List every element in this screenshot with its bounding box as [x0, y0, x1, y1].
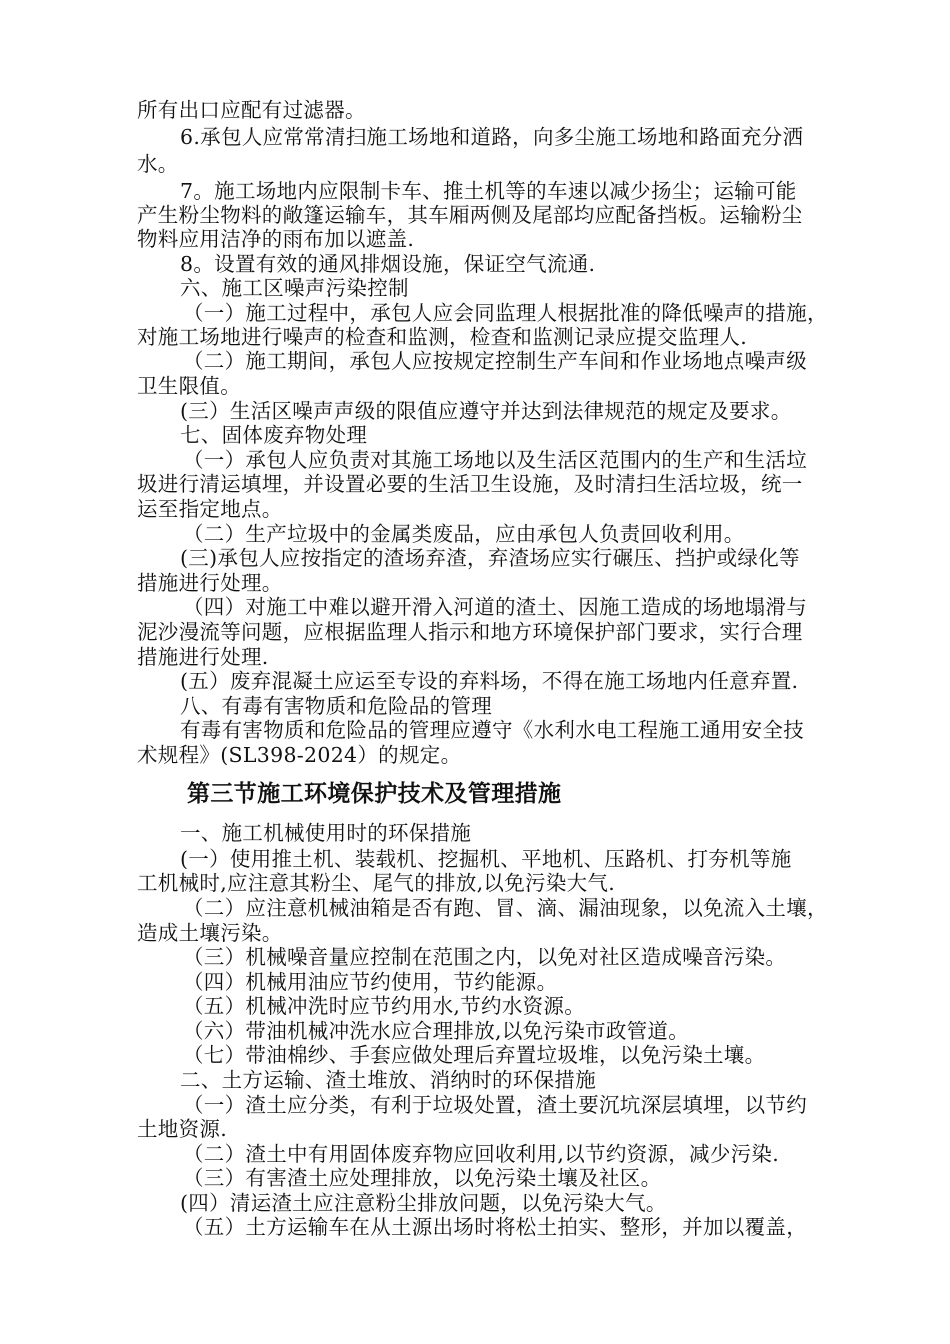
text-line: 术规程》(SL398-2024）的规定。: [137, 743, 462, 767]
text-line: 6.承包人应常常清扫施工场地和道路，向多尘施工场地和路面充分洒: [180, 125, 804, 149]
text-line: 8。设置有效的通风排烟设施，保证空气流通.: [180, 252, 596, 276]
text-line: 所有出口应配有过滤器。: [137, 98, 366, 122]
text-line: 造成土壤污染。: [137, 921, 283, 945]
text-line: 措施进行处理.: [137, 645, 269, 669]
text-line: (四）清运渣土应注意粉尘排放问题，以免污染大气。: [180, 1191, 667, 1215]
section-title: 二、土方运输、渣土堆放、消纳时的环保措施: [180, 1068, 596, 1092]
section-title: 六、施工区噪声污染控制: [180, 276, 409, 300]
text-line: （三）机械噪音量应控制在范围之内，以免对社区造成噪音污染。: [183, 945, 787, 969]
section-title: 七、固体废弃物处理: [180, 423, 368, 447]
text-line: （一）渣土应分类，有利于垃圾处置，渣土要沉坑深层填埋，以节约: [183, 1093, 807, 1117]
text-line: 有毒有害物质和危险品的管理应遵守《水利水电工程施工通用安全技: [180, 718, 804, 742]
text-line: 运至指定地点。: [137, 497, 283, 521]
text-line: （四）机械用油应节约使用，节约能源。: [183, 970, 558, 994]
text-line: （七）带油棉纱、手套应做处理后弃置垃圾堆，以免污染土壤。: [183, 1043, 766, 1067]
text-line: 对施工场地进行噪声的检查和监测，检查和监测记录应提交监理人.: [137, 325, 748, 349]
text-line: 卫生限值。: [137, 374, 241, 398]
text-line: （二）施工期间，承包人应按规定控制生产车间和作业场地点噪声级: [183, 349, 807, 373]
text-line: （六）带油机械冲洗水应合理排放,以免污染市政管道。: [183, 1019, 690, 1043]
text-line: 水。: [137, 152, 179, 176]
section-title: 八、有毒有害物质和危险品的管理: [180, 694, 492, 718]
chapter-heading: 第三节施工环境保护技术及管理措施: [187, 781, 562, 807]
text-line: (五）废弃混凝土应运至专设的弃料场，不得在施工场地内任意弃置.: [180, 669, 799, 693]
text-line: （二）渣土中有用固体废弃物应回收利用,以节约资源，减少污染.: [183, 1142, 780, 1166]
section-title: 一、施工机械使用时的环保措施: [180, 821, 472, 845]
text-line: （五）机械冲洗时应节约用水,节约水资源。: [183, 994, 586, 1018]
text-line: （三）有害渣土应处理排放，以免污染土壤及社区。: [183, 1166, 662, 1190]
text-line: 圾进行清运填埋，并设置必要的生活卫生设施，及时清扫生活垃圾，统一: [137, 472, 803, 496]
text-line: 物料应用洁净的雨布加以遮盖.: [137, 227, 415, 251]
text-line: 7。施工场地内应限制卡车、推土机等的车速以减少扬尘；运输可能: [180, 179, 797, 203]
text-line: 措施进行处理。: [137, 571, 283, 595]
text-line: （四）对施工中难以避开滑入河道的渣土、因施工造成的场地塌滑与: [183, 595, 807, 619]
text-line: 土地资源.: [137, 1117, 228, 1141]
text-line: （二）生产垃圾中的金属类废品，应由承包人负责回收利用。: [183, 522, 745, 546]
text-line: 产生粉尘物料的敞篷运输车，其车厢两侧及尾部均应配备挡板。运输粉尘: [137, 203, 803, 227]
text-line: （五）土方运输车在从土源出场时将松土拍实、整形，并加以覆盖，: [183, 1215, 807, 1239]
text-line: （一）承包人应负责对其施工场地以及生活区范围内的生产和生活垃: [183, 448, 807, 472]
text-line: (三）生活区噪声声级的限值应遵守并达到法律规范的规定及要求。: [180, 399, 792, 423]
text-line: （二）应注意机械油箱是否有跑、冒、滴、漏油现象，以免流入土壤，: [183, 896, 828, 920]
text-line: （一）施工过程中，承包人应会同监理人根据批准的降低噪声的措施，: [183, 301, 828, 325]
text-line: (三)承包人应按指定的渣场弃渣，弃渣场应实行碾压、挡护或绿化等: [180, 546, 800, 570]
text-line: 泥沙漫流等问题，应根据监理人指示和地方环境保护部门要求，实行合理: [137, 620, 803, 644]
text-line: (一）使用推土机、装载机、挖掘机、平地机、压路机、打夯机等施: [180, 847, 792, 871]
text-line: 工机械时,应注意其粉尘、尾气的排放,以免污染大气.: [137, 871, 616, 895]
